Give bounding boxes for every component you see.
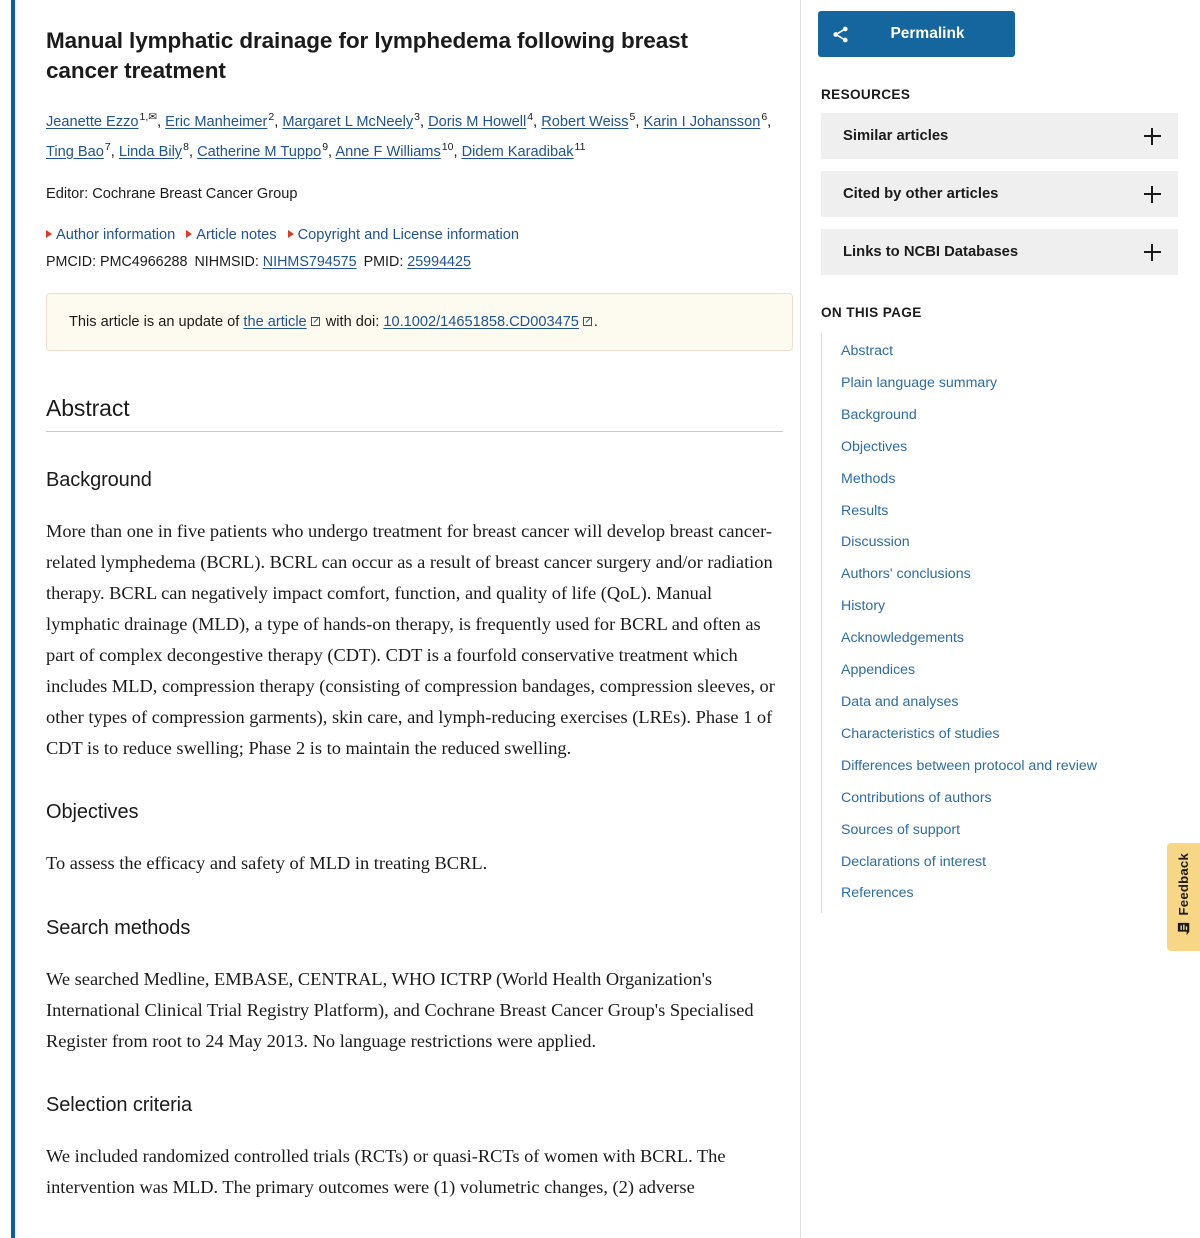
author-separator: , — [274, 113, 283, 130]
section-heading-search-methods: Search methods — [46, 916, 191, 939]
author-entry — [118, 140, 189, 160]
nihmsid-label: NIHMSID: — [194, 253, 259, 270]
author-affiliation-marker: 2 — [268, 110, 275, 123]
author-affiliation-marker: 11 — [574, 140, 586, 153]
pmcid-value: PMC4966288 — [100, 253, 188, 270]
article-sidebar — [800, 0, 1200, 1238]
pmid-label: PMID: — [363, 253, 404, 270]
plus-icon — [1144, 244, 1161, 261]
author-separator: , — [533, 113, 542, 130]
triangle-right-icon — [288, 230, 294, 238]
on-this-page-heading: ON THIS PAGE — [821, 305, 922, 320]
author-list — [46, 108, 800, 168]
feedback-label: Feedback — [1176, 853, 1191, 916]
toc-item-authors-conclusions[interactable]: Authors' conclusions — [841, 566, 971, 583]
toc-item-declarations-of-interest[interactable]: Declarations of interest — [841, 853, 987, 870]
identifier-line — [46, 254, 800, 270]
author-entry — [46, 110, 158, 130]
author-link[interactable]: Robert Weiss — [541, 113, 629, 130]
toc-item-history[interactable]: History — [841, 598, 886, 615]
section-text-objectives: To assess the efficacy and safety of MLD in treating BCRL. — [46, 853, 488, 874]
section-heading-background: Background — [46, 468, 152, 491]
abstract-heading: Abstract — [46, 395, 783, 432]
toc-item-background[interactable]: Background — [841, 406, 917, 423]
author-entry — [541, 110, 636, 130]
update-doi-link[interactable]: 10.1002/14651858.CD003475 — [383, 313, 579, 330]
accordion-label: Similar articles — [843, 128, 949, 144]
author-separator: , — [188, 143, 198, 160]
author-separator: , — [328, 143, 336, 160]
author-link[interactable]: Karin I Johansson — [643, 113, 761, 130]
bar-chart-icon — [1177, 922, 1191, 941]
author-affiliation-marker: 6 — [761, 110, 768, 123]
author-link[interactable]: Doris M Howell — [428, 113, 527, 130]
author-entry — [197, 140, 329, 160]
author-entry — [46, 140, 111, 160]
permalink-button[interactable] — [818, 11, 1015, 57]
author-link[interactable]: Ting Bao — [46, 143, 104, 160]
author-separator: , — [110, 143, 119, 160]
author-link[interactable]: Margaret L McNeely — [282, 113, 414, 130]
author-affiliation-marker: 3 — [414, 110, 421, 123]
update-article-link[interactable]: the article — [243, 313, 307, 330]
author-entry — [461, 140, 586, 160]
section-text-search-methods: We searched Medline, EMBASE, CENTRAL, WHO ICTRP (World Health Organization's International Clinical Trial Registry Platform), and Cochrane Breast Cancer Group's Specialised Register from root to 24 May 2013. No language restrictions were applied. — [46, 968, 754, 1051]
plus-icon — [1144, 186, 1161, 203]
accordion-label: Cited by other articles — [843, 186, 999, 202]
section-text-selection-criteria: We included randomized controlled trials (RCTs) or quasi-RCTs of women with BCRL. The intervention was MLD. The primary outcomes were (1) volumetric changes, (2) adverse — [46, 1145, 726, 1197]
toc-item-contributions-of-authors[interactable]: Contributions of authors — [841, 789, 992, 806]
author-link[interactable]: Anne F Williams — [335, 143, 441, 160]
author-affiliation-marker: 8 — [183, 140, 189, 153]
copyright-license-label: Copyright and License information — [297, 226, 520, 243]
triangle-right-icon — [46, 230, 52, 238]
author-affiliation-marker: 7 — [104, 140, 111, 153]
plus-icon — [1144, 128, 1161, 145]
resources-accordion — [821, 113, 1178, 275]
editor-line: Editor: Cochrane Breast Cancer Group — [46, 185, 298, 202]
toc-item-plain-language-summary[interactable]: Plain language summary — [841, 374, 998, 391]
author-link[interactable]: Eric Manheimer — [165, 113, 268, 130]
author-entry — [335, 140, 454, 160]
article-notes-link[interactable] — [186, 227, 276, 243]
article-notes-label: Article notes — [196, 226, 277, 243]
author-entry — [428, 110, 534, 130]
external-link-icon — [583, 317, 592, 326]
toc-item-objectives[interactable]: Objectives — [841, 438, 908, 455]
toc-item-abstract[interactable]: Abstract — [841, 343, 894, 359]
toc-item-data-and-analyses[interactable]: Data and analyses — [841, 693, 959, 710]
toc-item-appendices[interactable]: Appendices — [841, 662, 916, 679]
accordion-item-similar-articles[interactable] — [821, 113, 1178, 159]
toc-item-references[interactable]: References — [841, 885, 914, 902]
author-entry — [282, 110, 421, 130]
author-link[interactable]: Linda Bily — [118, 143, 183, 160]
toc-item-discussion[interactable]: Discussion — [841, 534, 910, 551]
page-title: Manual lymphatic drainage for lymphedema following breast cancer treatment — [46, 28, 688, 83]
author-separator: , — [767, 113, 772, 130]
nihmsid-link[interactable]: NIHMS794575 — [262, 253, 357, 270]
section-heading-objectives: Objectives — [46, 801, 139, 824]
toc-item-characteristics-of-studies[interactable]: Characteristics of studies — [841, 725, 1000, 742]
permalink-label: Permalink — [890, 25, 965, 42]
accordion-item-cited-by-other-articles[interactable] — [821, 171, 1178, 217]
author-entry — [643, 110, 768, 130]
author-separator: , — [420, 113, 429, 130]
update-prefix: This article is an update of — [69, 313, 244, 330]
update-suffix: . — [593, 313, 598, 330]
toc-item-methods[interactable]: Methods — [841, 470, 896, 487]
triangle-right-icon — [186, 230, 192, 238]
accordion-item-links-to-ncbi-databases[interactable] — [821, 229, 1178, 275]
update-notice — [46, 293, 793, 351]
author-entry — [165, 110, 275, 130]
pmid-link[interactable]: 25994425 — [407, 253, 471, 270]
copyright-license-link[interactable] — [288, 227, 519, 243]
toc-item-differences-between-protocol-and-review[interactable]: Differences between protocol and review — [841, 757, 1098, 774]
author-link[interactable]: Didem Karadibak — [461, 143, 574, 160]
update-middle: with doi: — [321, 313, 384, 330]
disclosure-links — [46, 227, 800, 243]
author-information-label: Author information — [56, 226, 176, 243]
section-text-background: More than one in five patients who undergo treatment for breast cancer will develop breast cancer-related lymphedema (BCRL). BCRL can occur as a result of breast cancer surgery and/or radiation therapy. BCRL can negatively impact comfort, function, and quality of life (QoL). Manual lymphatic drainage (MLD), a type of hands-on therapy, is frequently used for BCRL and often as part of complex decongestive therapy (CDT). CDT is a fourfold conservative treatment which includes MLD, compression therapy (consisting of compression bandages, compression sleeves, or other types of compression garments), skin care, and lymph-reducing exercises (LREs). Phase 1 of CDT is to reduce swelling; Phase 2 is to maintain the reduced swelling. — [46, 520, 775, 759]
author-information-link[interactable] — [46, 227, 175, 243]
author-link[interactable]: Jeanette Ezzo — [46, 113, 139, 130]
external-link-icon — [311, 317, 320, 326]
resources-heading: RESOURCES — [821, 87, 911, 102]
toc-item-results[interactable]: Results — [841, 502, 889, 519]
on-this-page-nav — [821, 333, 1178, 913]
author-separator: , — [453, 143, 462, 160]
accordion-label: Links to NCBI Databases — [843, 244, 1019, 260]
author-affiliation-marker: 1,✉ — [139, 110, 158, 123]
pmcid-label: PMCID: — [46, 253, 97, 270]
feedback-tab[interactable] — [1167, 843, 1200, 951]
toc-item-acknowledgements[interactable]: Acknowledgements — [841, 630, 965, 647]
author-separator: , — [157, 113, 166, 130]
share-icon — [818, 25, 862, 44]
author-affiliation-marker: 4 — [527, 110, 534, 123]
author-affiliation-marker: 9 — [322, 140, 329, 153]
author-affiliation-marker: 10 — [441, 140, 454, 153]
toc-item-sources-of-support[interactable]: Sources of support — [841, 821, 961, 838]
author-link[interactable]: Catherine M Tuppo — [197, 143, 322, 160]
author-separator: , — [635, 113, 644, 130]
author-affiliation-marker: 5 — [629, 110, 636, 123]
section-heading-selection-criteria: Selection criteria — [46, 1093, 193, 1116]
